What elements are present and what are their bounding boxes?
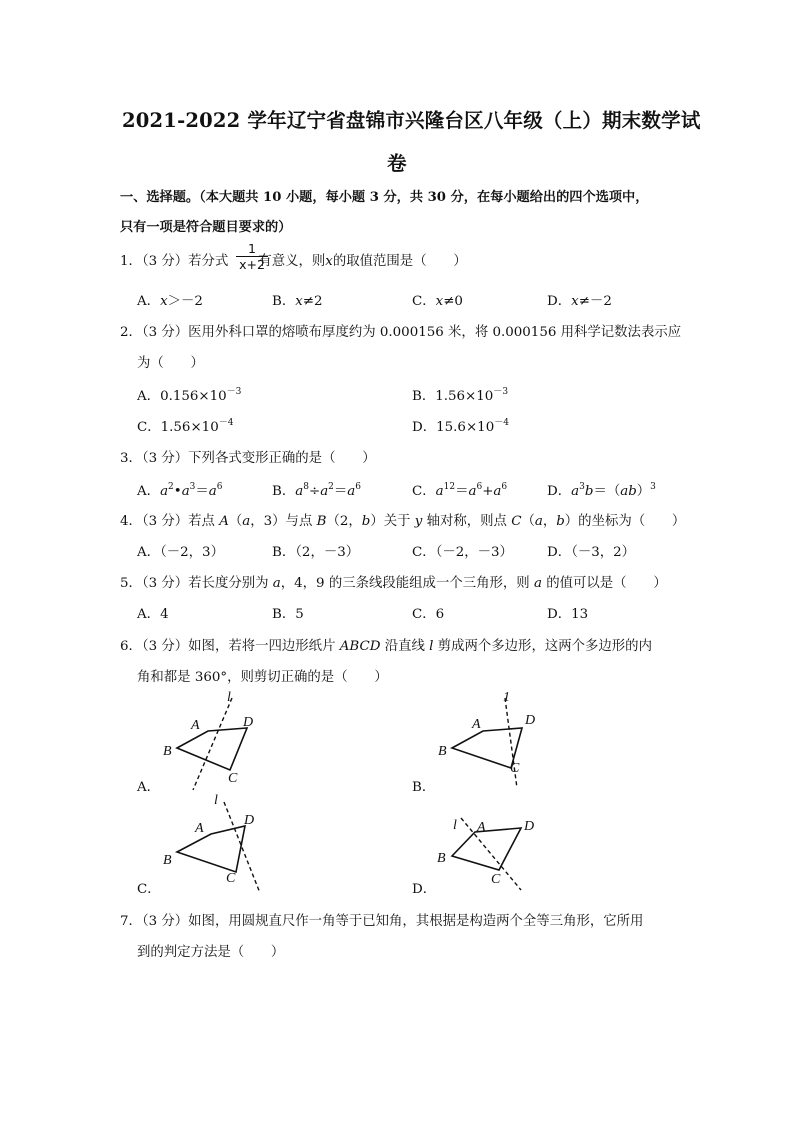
- q6-figure-b: [425, 686, 555, 794]
- label-d: D: [244, 813, 255, 828]
- q4-option-b[interactable]: B．（2，－3）: [272, 545, 360, 560]
- question-2-stem: 2．（3 分）医用外科口罩的熔喷布厚度约为 0.000156 米，将 0.000156 用科学记数法表示应: [120, 325, 682, 340]
- question-4-stem: 4．（3 分）若点 A（a，3）与点 B（2，b）关于 y 轴对称，则点 C（a，b）的坐标为（ ）: [120, 514, 686, 529]
- q3-option-d[interactable]: D．$a^3b=(ab)^3$: [547, 482, 656, 499]
- q6-figure-d: [425, 800, 555, 895]
- q5-option-c[interactable]: C．6: [412, 607, 445, 622]
- question-1-stem: 1．（3 分）若分式 有意义，则x的取值范围是（ ）: [120, 254, 467, 269]
- q6-figure-a: [150, 686, 280, 794]
- label-b: B: [438, 744, 447, 759]
- label-a: A: [195, 821, 204, 836]
- q5-option-d[interactable]: D．13: [547, 607, 589, 622]
- label-l: l: [453, 818, 457, 833]
- q4-option-a[interactable]: A．（－2，3）: [137, 545, 224, 560]
- label-d: D: [525, 713, 536, 728]
- label-c: C: [226, 871, 236, 886]
- question-7-stem-continued: 到的判定方法是（ ）: [137, 945, 285, 960]
- label-l: l: [214, 793, 218, 808]
- question-3-stem: 3．（3 分）下列各式变形正确的是（ ）: [120, 451, 376, 466]
- label-d: D: [524, 819, 535, 834]
- label-c: C: [228, 771, 238, 786]
- q6-figure-c: [150, 790, 280, 895]
- question-5-stem: 5．（3 分）若长度分别为 a，4，9 的三条线段能组成一个三角形，则 a 的值可以是（ ）: [120, 576, 667, 591]
- q6-option-b[interactable]: B．: [412, 780, 436, 795]
- q6-option-c[interactable]: C．: [137, 882, 161, 897]
- q2-option-a[interactable]: A．$0.156\times 10^{-3}$: [137, 387, 242, 404]
- quadrilateral-abcd: [452, 828, 521, 870]
- page-title: 2021-2022 学年辽宁省盘锦市兴隆台区八年级（上）期末数学试: [122, 109, 701, 132]
- cut-line-l: [193, 698, 232, 790]
- label-a: A: [191, 718, 200, 733]
- label-b: B: [163, 744, 172, 759]
- q6-option-a[interactable]: A．: [137, 780, 161, 795]
- label-b: B: [163, 853, 172, 868]
- q3-option-a[interactable]: A．$a^2•a^3=a^6$: [137, 482, 223, 499]
- q3-option-c[interactable]: C．$a^{12}=a^6+a^6$: [412, 482, 508, 499]
- q5-option-a[interactable]: A．4: [137, 607, 169, 622]
- q2-option-c[interactable]: C．$1.56\times 10^{-4}$: [137, 418, 234, 435]
- question-1-fraction: $\frac{1}{x+2}$: [236, 241, 268, 272]
- q1-option-a[interactable]: A．x＞－2: [137, 294, 203, 309]
- q6-option-d[interactable]: D．: [412, 882, 437, 897]
- q5-option-b[interactable]: B．5: [272, 607, 304, 622]
- q2-option-d[interactable]: D．$15.6\times 10^{-4}$: [412, 418, 509, 435]
- section-heading-continued: 只有一项是符合题目要求的）: [120, 220, 292, 235]
- label-d: D: [243, 715, 254, 730]
- quadrilateral-abcd: [177, 826, 245, 872]
- page-title-continued: 卷: [387, 152, 407, 175]
- label-c: C: [491, 872, 501, 887]
- label-l: 1: [503, 690, 510, 705]
- q3-option-b[interactable]: B．$a^8\div a^2=a^6$: [272, 482, 362, 499]
- quadrilateral-abcd: [177, 728, 247, 770]
- q2-option-b[interactable]: B．$1.56\times 10^{-3}$: [412, 387, 509, 404]
- question-2-stem-continued: 为（ ）: [137, 356, 204, 371]
- label-c: C: [510, 761, 520, 776]
- q4-option-d[interactable]: D．（－3，2）: [547, 545, 636, 560]
- label-l: l: [227, 690, 231, 705]
- label-a: A: [477, 820, 486, 835]
- label-a: A: [472, 717, 481, 732]
- q1-option-d[interactable]: D．x≠－2: [547, 294, 612, 309]
- section-heading: 一、选择题。（本大题共 10 小题，每小题 3 分，共 30 分，在每小题给出的四个选项中，: [120, 190, 649, 205]
- q1-option-b[interactable]: B．x≠2: [272, 294, 323, 309]
- question-6-stem-continued: 角和都是 360°，则剪切正确的是（ ）: [137, 670, 388, 685]
- q4-option-c[interactable]: C．（－2，－3）: [412, 545, 513, 560]
- label-b: B: [437, 851, 446, 866]
- question-7-stem: 7．（3 分）如图，用圆规直尺作一角等于已知角，其根据是构造两个全等三角形，它所用: [120, 914, 644, 929]
- question-6-stem: 6．（3 分）如图，若将一四边形纸片 ABCD 沿直线 l 剪成两个多边形，这两个多边形的内: [120, 639, 652, 654]
- q1-option-c[interactable]: C．x≠0: [412, 294, 463, 309]
